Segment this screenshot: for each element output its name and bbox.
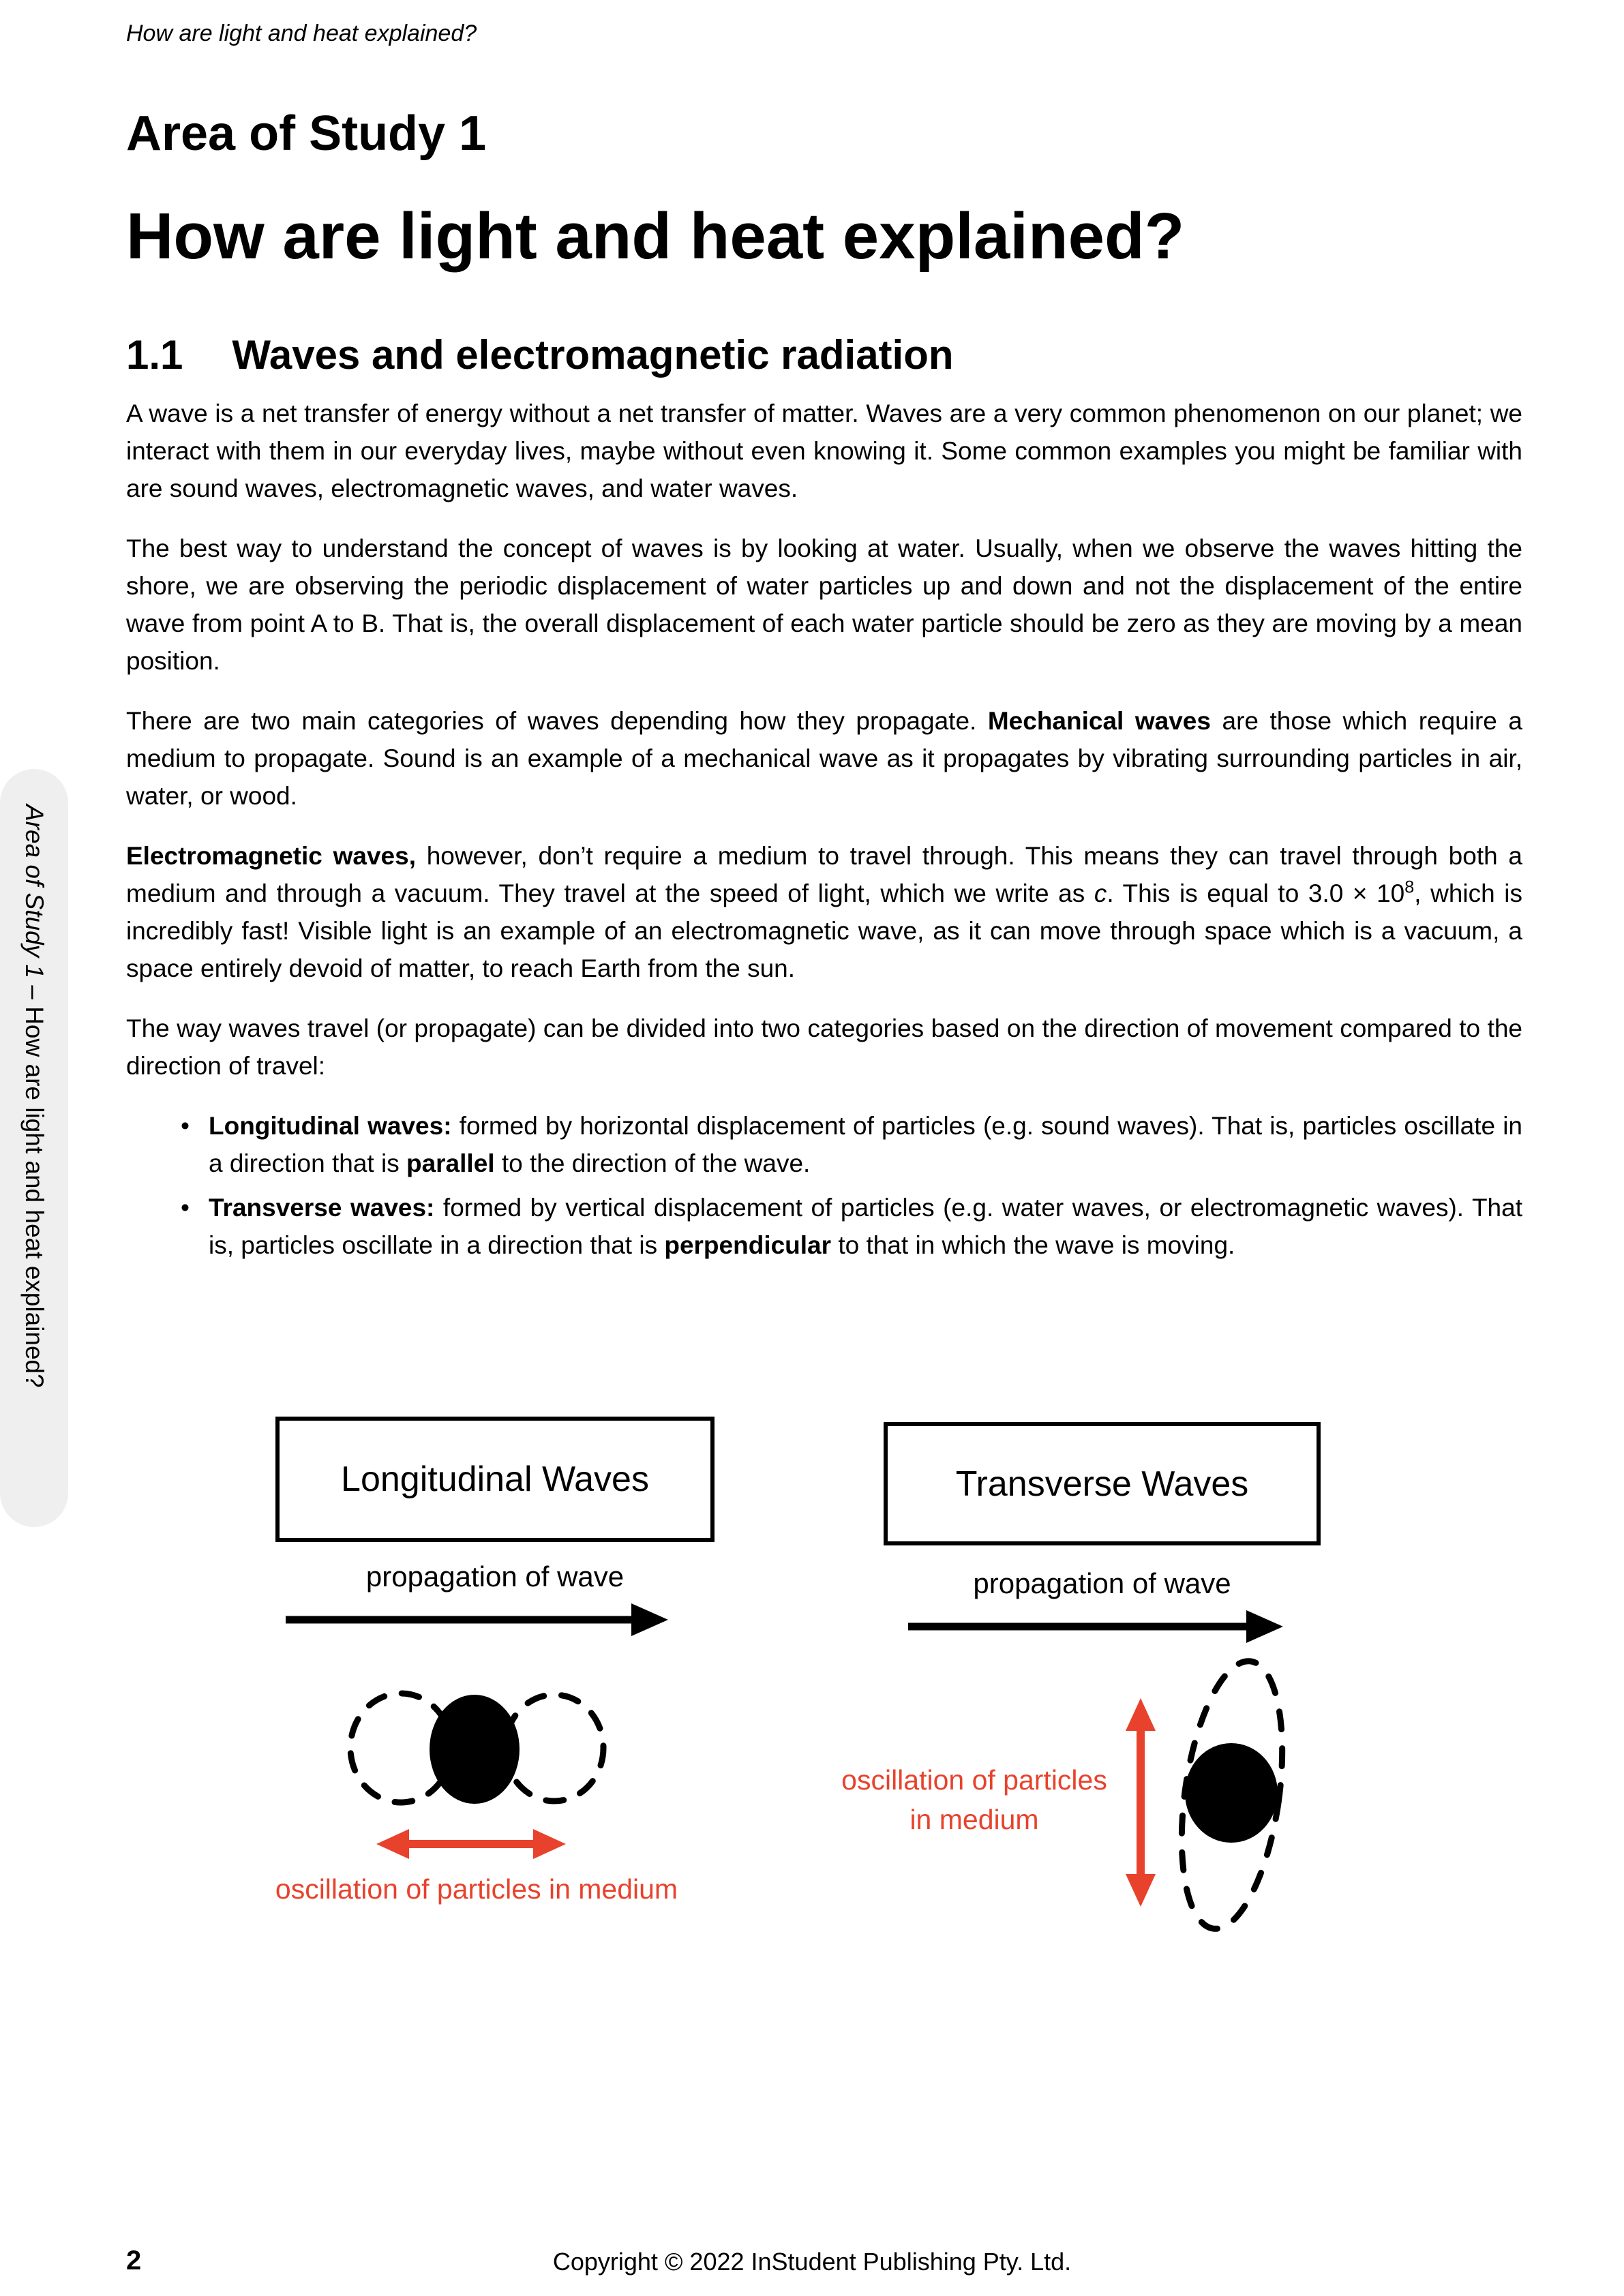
longitudinal-oscillation-label: oscillation of particles in medium [275,1873,678,1905]
text-segment: are those which require a medium to propagate. Sound is an example of a mechanical wave as it propagates by vibrating surrounding particles in air, water, or wood. [126,707,1522,810]
transverse-oscillation-label-line1: oscillation of particles [841,1764,1107,1796]
text-segment: formed by vertical displacement of particles (e.g. water waves, or electromagnetic waves). That is, particles oscillate in a direction that is [209,1194,1522,1259]
longitudinal-oscillation-arrow-icon [376,1829,566,1859]
transverse-waves-title: Transverse Waves [955,1464,1249,1504]
text-segment: . This is equal to 3.0 × 10 [1107,879,1405,907]
text-segment: perpendicular [664,1231,832,1259]
longitudinal-particle-icon [430,1695,520,1804]
transverse-propagation-label: propagation of wave [973,1567,1231,1599]
bullet-item [126,1189,1522,1264]
kicker-heading: Area of Study 1 [126,106,487,161]
text-segment: Transverse waves: [209,1194,435,1222]
paragraph [126,837,1522,987]
running-header: How are light and heat explained? [126,20,477,46]
text-segment: to the direction of the wave. [494,1149,811,1177]
footer-copyright: Copyright © 2022 InStudent Publishing Pty. Ltd. [552,2248,1072,2276]
text-segment: A wave is a net transfer of energy without a net transfer of matter. Waves are a very common phenomenon on our planet; we interact with them in our everyday lives, maybe without even knowing it. Some common examples you might be familiar with are sound waves, electromagnetic waves, and water waves. [126,399,1522,502]
section-title: Waves and electromagnetic radiation [232,332,954,378]
text-segment: c [1094,879,1107,907]
page-title: How are light and heat explained? [126,200,1185,273]
paragraph [126,702,1522,815]
body-paragraphs [126,395,1522,1085]
transverse-oscillation-label-line2: in medium [909,1804,1039,1835]
section-heading [126,333,954,378]
paragraph [126,1010,1522,1085]
bullet-item [126,1107,1522,1182]
bullet-icon: • [181,1194,190,1222]
longitudinal-particle-ghost-right-icon [505,1695,603,1801]
transverse-particle-icon [1185,1743,1278,1843]
text-segment: Electromagnetic waves, [126,842,416,870]
sidebar-tab-label [0,769,68,1527]
text-segment: to that in which the wave is moving. [831,1231,1235,1259]
text-segment: The way waves travel (or propagate) can be divided into two categories based on the direction of movement compared to the direction of travel: [126,1014,1522,1080]
text-segment: 8 [1404,877,1415,897]
bullet-icon: • [181,1112,190,1140]
sidebar-tab-label-italic: Area of Study 1 – [20,804,48,1007]
transverse-oscillation-label [753,1760,1196,1839]
transverse-propagation-arrow-icon [908,1610,1283,1643]
text-segment: parallel [406,1149,495,1177]
longitudinal-particle-ghost-left-icon [350,1693,451,1802]
text-segment: formed by horizontal displacement of particles (e.g. sound waves). That is, particles oscillate in a direction that is [209,1112,1523,1177]
longitudinal-waves-title: Longitudinal Waves [341,1460,649,1499]
section-number: 1.1 [126,332,183,378]
body-copy [126,395,1522,1271]
longitudinal-propagation-arrow-icon [286,1603,668,1636]
bullet-list [126,1107,1522,1264]
sidebar-tab-label-regular: How are light and heat explained? [20,1006,48,1388]
text-segment: however, don’t require a medium to travel through. This means they can travel through both a medium and through a vacuum. They travel at the speed of light, which we write as [126,842,1522,907]
footer-page-number: 2 [126,2246,142,2276]
text-segment: There are two main categories of waves depending how they propagate. [126,707,988,735]
longitudinal-waves-title-box [275,1417,715,1542]
transverse-waves-title-box [884,1422,1321,1545]
text-segment: The best way to understand the concept of waves is by looking at water. Usually, when we observe the waves hitting the shore, we are observing the periodic displacement of water particles up and down and not the displacement of the entire wave from point A to B. That is, the overall displacement of each water particle should be zero as they are moving by a mean position. [126,534,1522,675]
paragraph [126,395,1522,507]
longitudinal-propagation-label: propagation of wave [365,1560,625,1592]
paragraph [126,530,1522,680]
sidebar-tab [0,769,68,1527]
text-segment: , which is incredibly fast! Visible light is an example of an electromagnetic wave, as it can move through space which is a vacuum, a space entirely devoid of matter, to reach Earth from the sun. [126,879,1522,982]
text-segment: Longitudinal waves: [209,1112,452,1140]
text-segment: Mechanical waves [987,707,1211,735]
